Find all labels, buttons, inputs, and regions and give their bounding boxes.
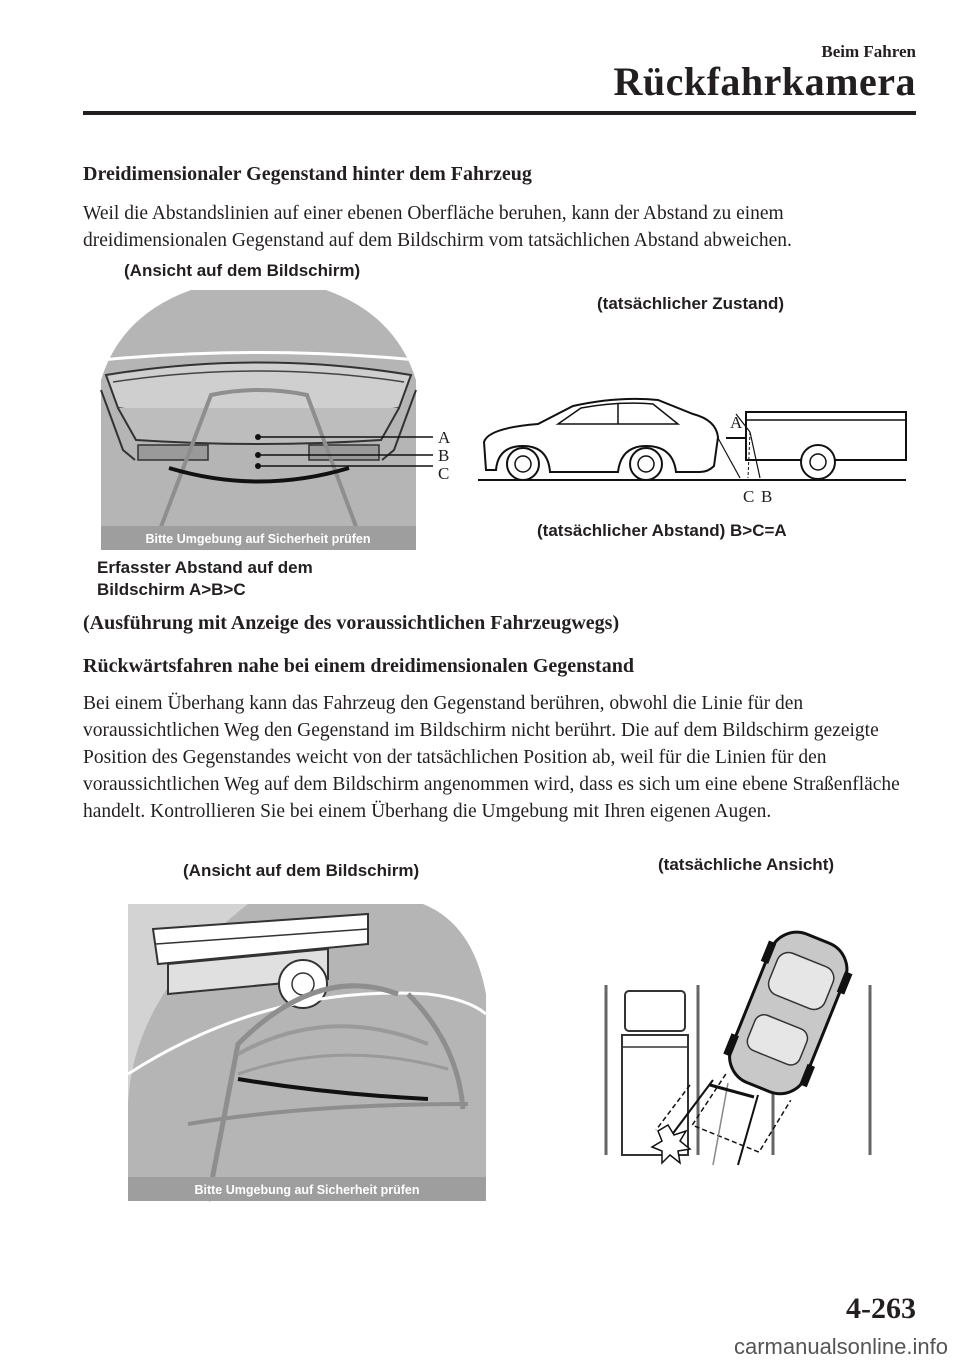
figure1-side-view (478, 392, 906, 512)
figure1-actual-caption: (tatsächlicher Zustand) (597, 294, 785, 313)
section-label: Beim Fahren (821, 42, 916, 61)
figure1-detected-line1: Erfasster Abstand auf dem (97, 558, 313, 577)
section1-heading: Dreidimensionaler Gegenstand hinter dem Fahrzeug (83, 163, 532, 185)
label-a: A (438, 428, 451, 447)
watermark: carmanualsonline.info (733, 1334, 948, 1359)
side-label-c: C (743, 487, 755, 506)
side-label-a: A (730, 413, 743, 432)
figure2-screen-caption: (Ansicht auf dem Bildschirm) (183, 861, 420, 880)
figure2-screen-view (128, 904, 486, 1201)
figure1-markers (240, 425, 460, 495)
section2-paragraph: Bei einem Überhang kann das Fahrzeug den Gegenstand berühren, obwohl die Linie für den voraussichtlichen Weg den Gegenstand im Bildschirm nicht berührt. Die auf dem Bildschirm gezeigte Position des Gegenstandes weicht von der tatsächlichen Position ab, weil für die Linien für den voraussichtlichen Weg auf dem Bildschirm angenommen wird, dass es sich um eine ebene Straßenfläche handelt. Kontrollieren Sie bei einem Überhang die Umgebung mit Ihren eigenen Augen. (83, 693, 900, 822)
figure2-screen-banner: Bitte Umgebung auf Sicherheit prüfen (194, 1183, 420, 1197)
label-c: C (438, 464, 450, 483)
section2-heading: Rückwärtsfahren nahe bei einem dreidimensionalen Gegenstand (83, 655, 634, 677)
figure1-actual-distance: (tatsächlicher Abstand) B>C=A (537, 521, 787, 540)
figure2-top-view (598, 925, 888, 1170)
header-rule (83, 111, 916, 115)
figure2-actual-caption: (tatsächliche Ansicht) (658, 855, 835, 874)
figure1-detected-line2: Bildschirm A>B>C (97, 580, 246, 599)
variant-note: (Ausführung mit Anzeige des voraussichtlichen Fahrzeugwegs) (83, 612, 620, 634)
figure1-screen-banner: Bitte Umgebung auf Sicherheit prüfen (145, 532, 371, 546)
label-b: B (438, 446, 450, 465)
section1-paragraph: Weil die Abstandslinien auf einer ebenen Oberfläche beruhen, kann der Abstand zu einem dreidimensionalen Gegenstand auf dem Bildschirm vom tatsächlichen Abstand abweichen. (83, 203, 792, 251)
figure1-screen-caption: (Ansicht auf dem Bildschirm) (124, 261, 361, 280)
figure1-screen-view (101, 290, 416, 550)
side-label-b: B (761, 487, 773, 506)
page-number: 4-263 (846, 1292, 916, 1325)
page-title: Rückfahrkamera (613, 59, 916, 104)
